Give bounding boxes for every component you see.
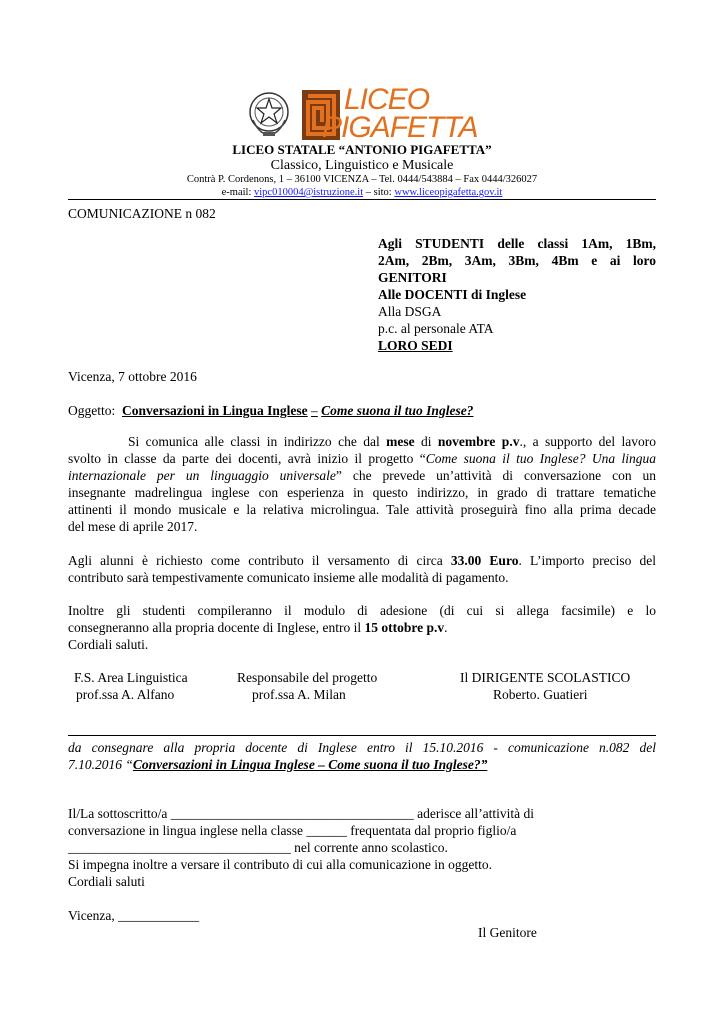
subject-subtitle: Come suona il tuo Inglese?	[321, 403, 474, 418]
text-run-italic: 7.10.2016 “	[68, 757, 133, 772]
recipients-line-7: LORO SEDI	[378, 338, 453, 353]
recipients-line-2: 2Am, 2Bm, 3Am, 3Bm, 4Bm e ai loro	[378, 253, 656, 268]
recipients-line-6: p.c. al personale ATA	[378, 321, 494, 336]
signature-1-name: prof.ssa A. Alfano	[76, 687, 175, 702]
text-run-bold: 15 ottobre p.v	[364, 620, 445, 635]
body-p1-line-4: insegnante madrelingua inglese con esperienza in questo indirizzo, in grado di trattare tematiche	[68, 485, 656, 500]
body-p1-line-3	[68, 467, 656, 484]
republic-emblem	[247, 90, 291, 138]
body-p1-line-5: attinenti il mondo musicale e la relativa microlingua. Tale attività proseguirà fino alla prima decade	[68, 502, 656, 517]
form-intro-line-1: da consegnare alla propria docente di Inglese entro il 15.10.2016 - comunicazione n.082 del	[68, 740, 656, 755]
subject-title: Conversazioni in Lingua Inglese	[122, 403, 308, 418]
logo-text-liceo: LICEO	[344, 83, 430, 116]
school-name: LICEO STATALE “ANTONIO PIGAFETTA”	[232, 142, 492, 157]
body-p2-line-2: contributo sarà tempestivamente comunicato insieme alle modalità di pagamento.	[68, 570, 509, 585]
body-p3-line-2	[68, 619, 448, 636]
greeting: Cordiali saluti.	[68, 637, 149, 652]
form-intro-line-2	[68, 756, 487, 773]
signature-2-role: Responsabile del progetto	[237, 670, 378, 685]
body-p3-line-1: Inoltre gli studenti compileranno il modulo di adesione (di cui si allega facsimile) e lo	[68, 603, 656, 618]
body-p1-line-1	[128, 433, 656, 450]
subject-dash: –	[311, 403, 318, 418]
text-run: Agli alunni è richiesto come contributo il versamento di circa	[68, 553, 443, 568]
school-address: Contrà P. Cordenons, 1 – 36100 VICENZA – Tel. 0444/543884 – Fax 0444/326027	[186, 174, 538, 185]
body-p2-line-1	[68, 552, 656, 569]
signature-3-name: Roberto. Guatieri	[493, 687, 588, 702]
text-run-bold: 33.00 Euro	[450, 553, 519, 568]
star-emblem-icon	[247, 90, 291, 138]
recipients-line-5: Alla DSGA	[378, 304, 442, 319]
subject-label: Oggetto:	[68, 403, 116, 418]
contacts-line	[0, 186, 724, 199]
form-place-date[interactable]: Vicenza, ____________	[68, 908, 200, 923]
logo-text-pigafetta: PIGAFETTA	[322, 111, 478, 144]
body-p1-line-2	[68, 450, 656, 467]
form-line-1[interactable]: Il/La sottoscritto/a ____________________________________ aderisce all’attività di	[68, 806, 535, 821]
form-line-2[interactable]: conversazione in lingua inglese nella classe ______ frequentata dal proprio figlio/a	[68, 823, 517, 838]
form-line-3[interactable]: _________________________________ nel corrente anno scolastico.	[68, 840, 448, 855]
site-label: – sito:	[365, 187, 392, 198]
form-line-5: Cordiali saluti	[68, 874, 145, 889]
communication-number: COMUNICAZIONE n 082	[68, 206, 216, 221]
text-run: di	[421, 434, 432, 449]
school-subtitle: Classico, Linguistico e Musicale	[270, 158, 454, 173]
text-run: ” che prevede un’attività di conversazione con un	[335, 468, 656, 483]
email-label: e-mail:	[221, 187, 252, 198]
signature-1-role: F.S. Area Linguistica	[74, 670, 188, 685]
text-run-bold: mese	[386, 434, 415, 449]
body-p1-line-6: del mese di aprile 2017.	[68, 519, 198, 534]
text-run: . L’importo preciso del	[518, 553, 657, 568]
text-run-italic: Come suona il tuo Inglese? Una lingua	[425, 451, 656, 466]
text-run: consegneranno alla propria docente di Inglese, entro il	[68, 620, 362, 635]
site-link[interactable]: www.liceopigafetta.gov.it	[394, 187, 503, 198]
text-run-italic: internazionale per un linguaggio universale	[68, 468, 336, 483]
text-run-bold: novembre p.v	[437, 434, 520, 449]
recipients-line-1: Agli STUDENTI delle classi 1Am, 1Bm,	[378, 236, 656, 251]
form-parent-signature: Il Genitore	[478, 925, 537, 940]
subject-line	[68, 402, 473, 419]
form-line-4: Si impegna inoltre a versare il contributo di cui alla comunicazione in oggetto.	[68, 857, 492, 872]
recipients-line-4: Alle DOCENTI di Inglese	[378, 287, 527, 302]
header-divider	[68, 199, 656, 200]
school-logo	[300, 83, 478, 144]
form-subject: Conversazioni in Lingua Inglese – Come suona il tuo Inglese?”	[132, 757, 488, 772]
text-run: Si comunica alle classi in indirizzo che dal	[128, 434, 380, 449]
recipients-line-3: GENITORI	[378, 270, 447, 285]
signature-3-role: Il DIRIGENTE SCOLASTICO	[460, 670, 631, 685]
text-run: .	[444, 620, 448, 635]
letter-date: Vicenza, 7 ottobre 2016	[68, 369, 197, 384]
cut-divider	[68, 735, 656, 736]
text-run: ., a supporto del lavoro	[519, 434, 657, 449]
signature-2-name: prof.ssa A. Milan	[252, 687, 346, 702]
email-link[interactable]: vipc010004@istruzione.it	[254, 187, 364, 198]
text-run: svolto in classe da parte dei docenti, avrà inizio il progetto “	[68, 451, 426, 466]
